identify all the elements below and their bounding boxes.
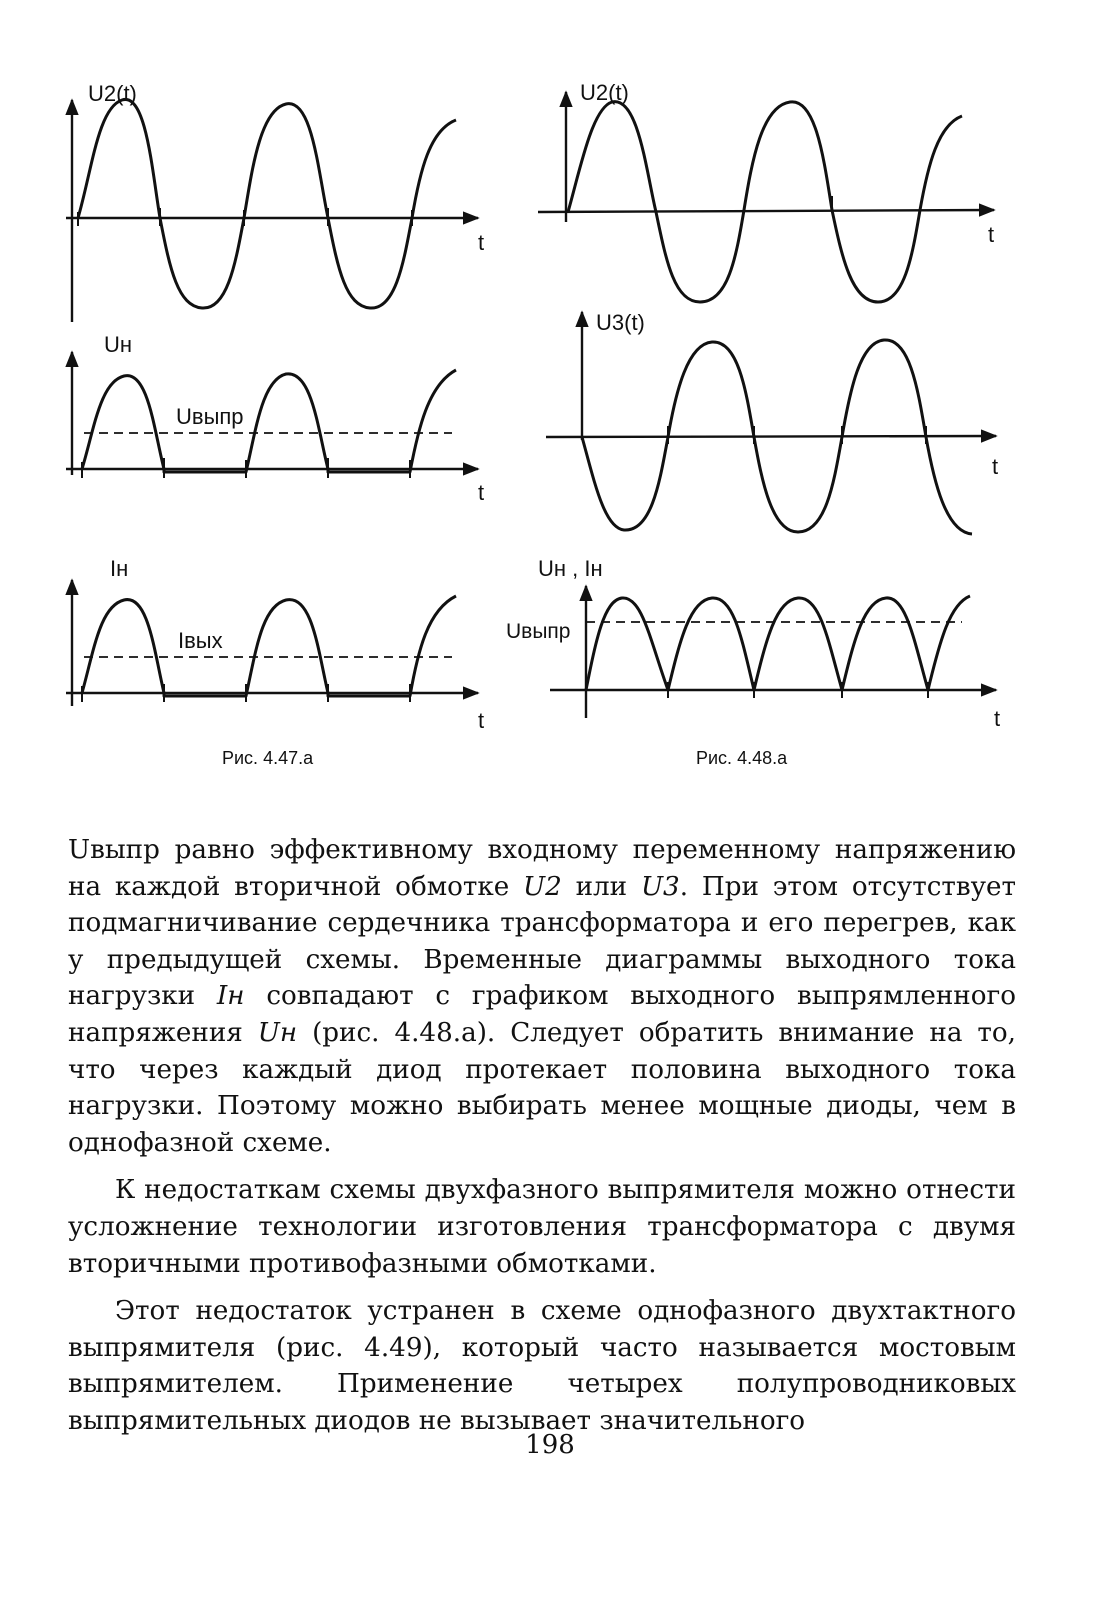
uvypr-label: Uвыпр — [506, 620, 571, 643]
text-run: . При этом отсутствует подмагничивание сердечника трансформатора и его перегрев, как у предыдущей схемы. Временные диаграммы выходного тока нагрузки — [68, 871, 1016, 1012]
half-wave-rectified — [82, 370, 456, 472]
plot-b-u3 — [546, 310, 998, 534]
x-axis-label: t — [478, 230, 485, 255]
figure-4-47a — [66, 81, 484, 768]
symbol-u3: U3 — [640, 871, 680, 902]
symbol-un: Uн — [257, 1017, 298, 1048]
paragraph-2: К недостаткам схемы двухфазного выпрямителя можно отнести усложнение технологии изготовления трансформатора с двумя вторичными противофазными обмотками. — [68, 1175, 1016, 1279]
full-wave-rectified — [586, 596, 970, 690]
current-pulses — [82, 596, 456, 696]
figure-caption: Рис. 4.48.а — [696, 748, 788, 768]
y-axis-label: Iн — [110, 556, 129, 581]
symbol-in: Iн — [216, 981, 245, 1012]
y-axis-label: U2(t) — [88, 81, 137, 106]
symbol-u2: U2 — [523, 871, 562, 902]
y-axis-label: Uн — [104, 332, 133, 357]
x-axis-label: t — [478, 708, 485, 733]
plot-a-u2 — [66, 81, 484, 322]
ivyh-label: Iвых — [178, 628, 223, 653]
y-axis-label: Uн , Iн — [538, 556, 603, 581]
page-number: 198 — [525, 1430, 575, 1460]
figure-caption: Рис. 4.47.а — [222, 748, 314, 768]
text-run: Uвыпр равно эффективному входному переменному напряжению на каждой вторичной обмотке — [68, 835, 1016, 902]
x-axis-label: t — [994, 706, 1001, 731]
plot-a-un — [66, 332, 484, 505]
text-run: (рис. 4.48.а). Следует обратить внимание на то, что через каждый диод протекает половина выходного тока нагрузки. Поэтому можно выбирать менее мощные диоды, чем в однофазной схеме. — [68, 1017, 1016, 1158]
plot-b-unin — [506, 556, 1000, 731]
plot-a-in — [66, 556, 484, 733]
y-axis-label: U3(t) — [596, 310, 645, 335]
x-axis — [546, 436, 996, 437]
plot-b-u2 — [538, 80, 994, 302]
body-text — [68, 832, 1016, 1451]
y-axis-label: U2(t) — [580, 80, 629, 105]
x-axis-label: t — [478, 480, 485, 505]
x-axis — [538, 210, 994, 212]
uvypr-label: Uвыпр — [176, 404, 244, 429]
text-run: или — [561, 871, 641, 902]
figures — [0, 0, 1100, 800]
text-run: совпадают с графиком выходного выпрямленного напряжения — [68, 981, 1017, 1048]
paragraph-1 — [68, 832, 1016, 1161]
x-axis-label: t — [988, 222, 995, 247]
sine-wave — [568, 102, 962, 302]
figure-4-48a — [506, 80, 1000, 768]
x-axis-label: t — [992, 454, 999, 479]
paragraph-3: Этот недостаток устранен в схеме однофазного двухтактного выпрямителя (рис. 4.49), который часто называется мостовым выпрямителем. Применение четырех полупроводниковых выпрямительных диодов не вызывает значительного — [68, 1296, 1016, 1436]
sine-wave — [78, 99, 456, 308]
